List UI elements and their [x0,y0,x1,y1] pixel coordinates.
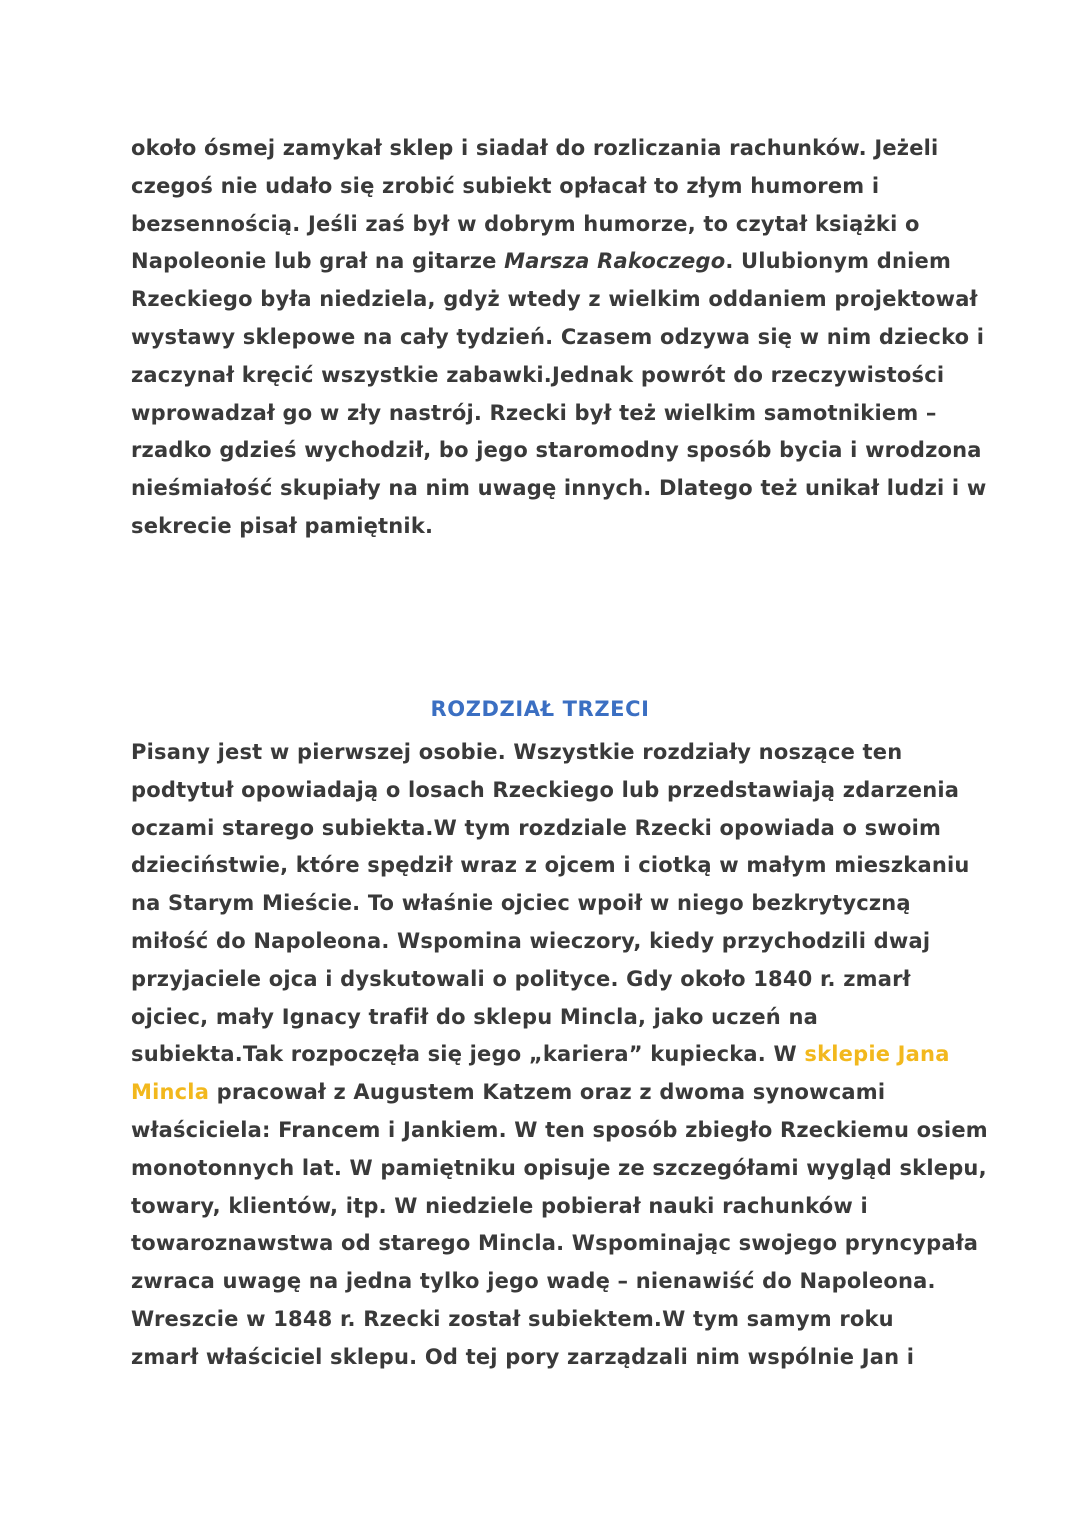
chapter-heading: ROZDZIAŁ TRZECI [430,697,650,721]
italic-title-marsza-rakoczego: Marsza Rakoczego [504,249,726,274]
text-line: ojciec, mały Ignacy trafił do sklepu Mincla, jako uczeń na [131,1004,818,1029]
text-line: czegoś nie udało się zrobić subiekt opłacał to złym humorem i [131,173,880,198]
text-segment: subiekta.Tak rozpoczęła się jego „kariera” kupiecka. W [131,1042,805,1067]
text-line: wystawy sklepowe na cały tydzień. Czasem odzywa się w nim dziecko i [131,324,985,349]
text-segment: pracował z Augustem Katzem oraz z dwoma synowcami [209,1080,886,1105]
text-segment: Napoleonie lub grał na gitarze [131,249,505,274]
text-line: wprowadzał go w zły nastrój. Rzecki był też wielkim samotnikiem – [131,400,937,425]
text-line: oczami starego subiekta.W tym rozdziale Rzecki opowiada o swoim [131,815,942,840]
text-line: rzadko gdzieś wychodził, bo jego staromodny sposób bycia i wrodzona [131,438,982,463]
text-line: Pisany jest w pierwszej osobie. Wszystkie rozdziały noszące ten [131,740,903,764]
text-line: Wreszcie w 1848 r. Rzecki został subiektem.W tym samym roku [131,1306,894,1331]
paragraph-rzecki-habits [131,130,987,546]
text-line [131,1074,961,1112]
text-line: Rzeckiego była niedziela, gdyż wtedy z wielkim oddaniem projektował [131,287,978,312]
text-line: przyjaciele ojca i dyskutowali o polityce. Gdy około 1840 r. zmarł [131,966,911,991]
text-line: zaczynał kręcić wszystkie zabawki.Jednak powrót do rzeczywistości [131,362,945,387]
text-line: sekrecie pisał pamiętnik. [131,513,434,538]
text-line: miłość do Napoleona. Wspomina wieczory, kiedy przychodzili dwaj [131,928,931,953]
paragraph-chapter-three [131,734,988,1377]
text-line: dzieciństwie, które spędził wraz z ojcem i ciotką w małym mieszkaniu [131,853,970,878]
text-line: zmarł właściciel sklepu. Od tej pory zarządzali nim wspólnie Jan i [131,1344,915,1369]
text-line: bezsennością. Jeśli zaś był w dobrym humorze, to czytał książki o [131,211,920,236]
text-line: zwraca uwagę na jedna tylko jego wadę – nienawiść do Napoleona. [131,1269,936,1294]
text-line: nieśmiałość skupiały na nim uwagę innych. Dlatego też unikał ludzi i w [131,476,987,501]
text-line [131,1036,961,1074]
text-segment: . Ulubionym dniem [725,249,952,274]
text-line: podtytuł opowiadają o losach Rzeckiego lub przedstawiają zdarzenia [131,777,960,802]
text-line [131,243,961,281]
text-line: towaroznawstwa od starego Mincla. Wspominając swojego pryncypała [131,1231,979,1256]
text-line: na Starym Mieście. To właśnie ojciec wpoił w niego bezkrytyczną [131,891,911,916]
text-line: monotonnych lat. W pamiętniku opisuje ze szczegółami wygląd sklepu, [131,1155,987,1180]
highlighted-text: sklepie Jana [804,1042,950,1067]
text-line: właściciela: Francem i Jankiem. W ten sposób zbiegło Rzeckiemu osiem [131,1117,988,1142]
highlighted-text: Mincla [131,1080,210,1105]
text-line: około ósmej zamykał sklep i siadał do rozliczania rachunków. Jeżeli [131,136,939,160]
text-line: towary, klientów, itp. W niedziele pobierał nauki rachunków i [131,1193,868,1218]
